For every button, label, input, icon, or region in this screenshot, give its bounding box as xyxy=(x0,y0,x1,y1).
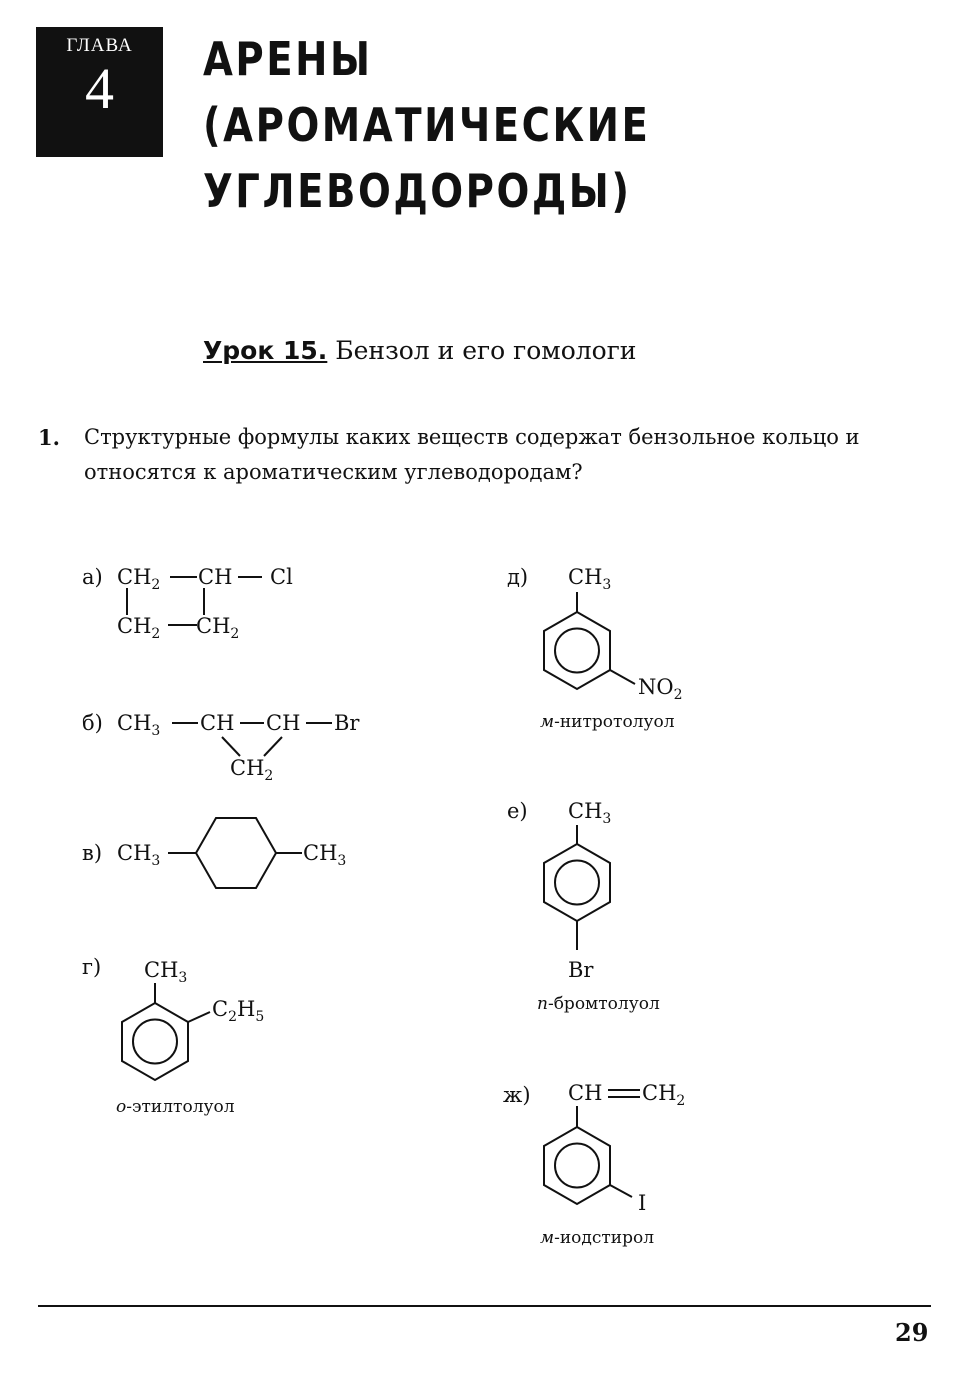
formula-a-cl: Cl xyxy=(270,565,293,589)
formula-b-ch3: $CH_3$ xyxy=(117,711,161,739)
formula-e-letter: е) xyxy=(507,799,528,823)
formula-e-name: п-бромтолуол xyxy=(537,994,660,1014)
chapter-title-line: АРЕНЫ xyxy=(203,32,373,86)
formula-zh-ch: CH xyxy=(568,1081,603,1105)
lesson-topic: Бензол и его гомологи xyxy=(335,336,637,365)
formula-v-ch3-left: $CH_3$ xyxy=(117,841,161,869)
formula-d-ch3: $CH_3$ xyxy=(568,565,612,593)
chapter-title-line: УГЛЕВОДОРОДЫ) xyxy=(203,164,632,218)
formula-a-letter: а) xyxy=(82,565,103,589)
formula-g-name: о-этилтолуол xyxy=(116,1097,235,1117)
formula-e-ch3: $CH_3$ xyxy=(568,799,612,827)
formula-a-ch2-bottom-left: $CH_2$ xyxy=(117,614,161,642)
formula-b-ch2: $CH_2$ xyxy=(230,756,274,784)
chapter-badge xyxy=(36,27,163,157)
formula-d-name: м-нитротолуол xyxy=(540,712,675,732)
structural-formulas xyxy=(0,540,962,1280)
chapter-label: ГЛАВА xyxy=(66,35,133,56)
page-number: 29 xyxy=(895,1318,929,1347)
formula-v-ch3-right: $CH_3$ xyxy=(303,841,347,869)
formula-g-letter: г) xyxy=(82,955,102,979)
formula-a-ch2-bottom-right: $CH_2$ xyxy=(196,614,240,642)
formula-a-ch2: $CH_2$ xyxy=(117,565,161,593)
lesson-number: Урок 15. xyxy=(203,336,328,365)
formula-d-no2: $NO_2$ xyxy=(638,675,683,703)
formula-d-letter: д) xyxy=(507,565,529,589)
chapter-title xyxy=(203,26,650,224)
footer-rule xyxy=(38,1305,931,1307)
formula-g-ch3: $CH_3$ xyxy=(144,958,188,986)
formula-a-ch: CH xyxy=(198,565,233,589)
formula-g-c2h5: $C_2H_5$ xyxy=(212,997,265,1025)
formula-zh-i: I xyxy=(638,1191,647,1215)
formula-b-ch-1: CH xyxy=(200,711,235,735)
chapter-number: 4 xyxy=(85,56,114,121)
formula-b-br: Br xyxy=(334,711,360,735)
lesson-heading xyxy=(203,336,636,365)
formula-v-letter: в) xyxy=(82,841,103,865)
formula-zh-letter: ж) xyxy=(503,1083,531,1107)
formula-zh-name: м-иодстирол xyxy=(540,1228,655,1248)
formula-zh-ch2: $CH_2$ xyxy=(642,1081,686,1109)
formula-e-br: Br xyxy=(568,958,594,982)
question-text: Структурные формулы каких веществ содержат бензольное кольцо и относятся к ароматическим углеводородам? xyxy=(84,425,860,484)
formula-b-letter: б) xyxy=(82,711,103,735)
formula-b-ch-2: CH xyxy=(266,711,301,735)
question-number: 1. xyxy=(38,425,60,450)
chapter-title-line: (АРОМАТИЧЕСКИЕ xyxy=(203,98,651,152)
